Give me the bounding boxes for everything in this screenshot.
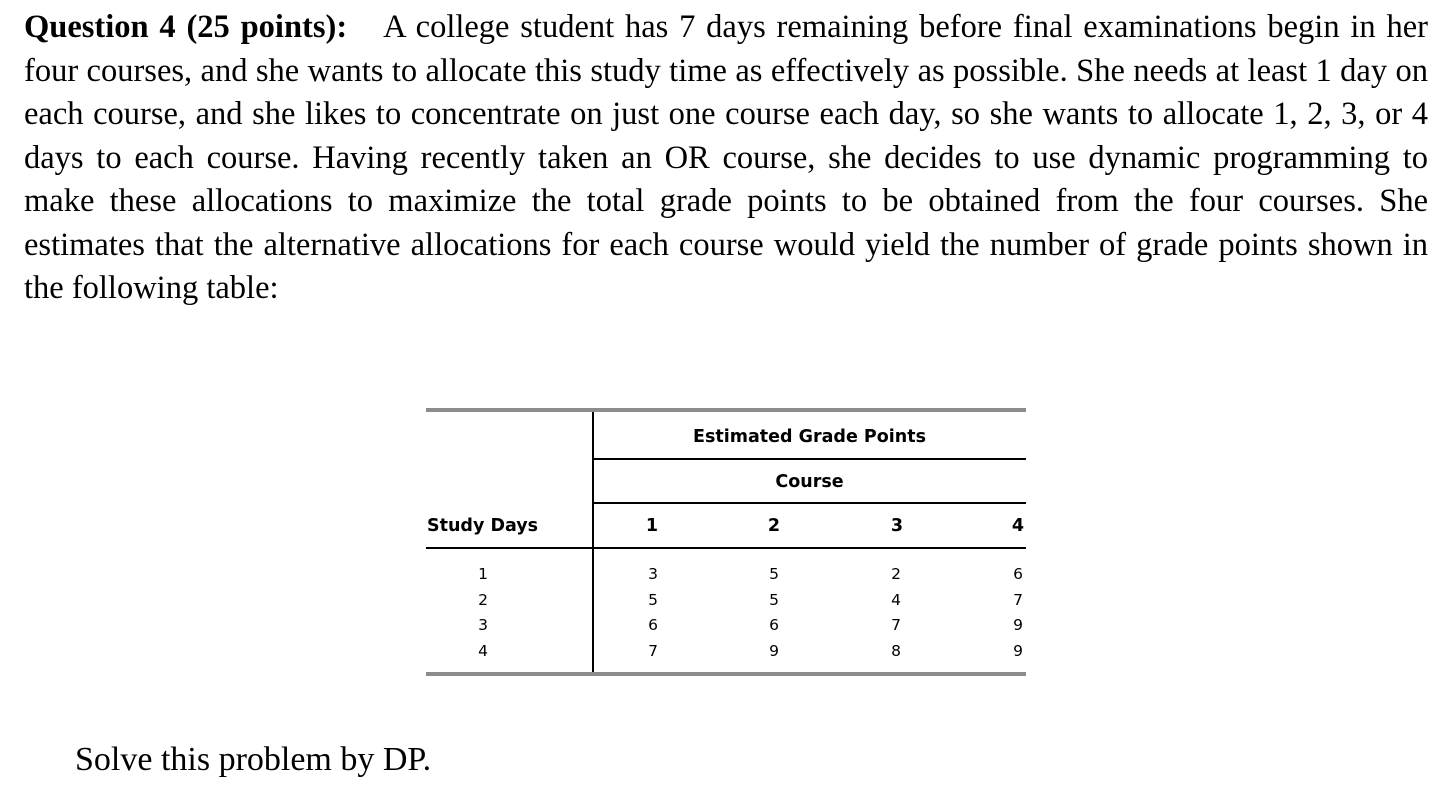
table-subtitle: Course	[775, 472, 844, 492]
table-title-divider	[593, 458, 1026, 460]
question-text: A college student has 7 days remaining before final examinations begin in her four courses, and she wants to allocate this study time as effectively as possible. She needs at least 1 day on each course, and she likes to concentrate on just one course each day, so she wants to allocate 1, 2, 3, or 4 days to each course. Having recently taken an OR course, she decides to use dynamic programming to make these allocations to maximize the total grade points to be obtained from the four courses. She estimates that the alternative allocations for each course would yield the number of grade points shown in the following table:	[24, 9, 1428, 306]
table-subtitle-divider	[593, 502, 1026, 504]
grade-cell: 5	[769, 565, 779, 583]
grade-cell: 6	[769, 616, 779, 634]
grade-cell: 7	[648, 641, 658, 660]
table-header-divider	[426, 547, 1026, 549]
problem-statement	[24, 6, 1428, 311]
grade-cell: 9	[769, 641, 779, 660]
course-2-header: 2	[767, 516, 781, 536]
table-top-rule	[426, 408, 1026, 412]
grade-cell: 5	[769, 590, 779, 609]
grade-cell: 3	[648, 565, 658, 583]
grade-cell: 4	[891, 590, 901, 609]
grade-cell: 9	[1013, 641, 1023, 660]
grade-cell: 9	[1013, 616, 1023, 634]
course-1-header: 1	[645, 516, 659, 536]
grade-cell: 6	[648, 616, 658, 634]
grade-cell: 8	[891, 641, 901, 660]
grade-cell: 6	[1013, 565, 1023, 583]
course-3-column	[876, 562, 916, 664]
study-days-cell: 1	[478, 565, 488, 583]
course-4-header: 4	[1011, 516, 1025, 536]
study-days-cell: 3	[478, 616, 488, 634]
grade-points-table	[426, 408, 1026, 676]
course-1-column	[633, 562, 673, 664]
closing-instruction: Solve this problem by DP.	[75, 741, 432, 778]
course-3-header: 3	[890, 516, 904, 536]
grade-cell: 7	[891, 616, 901, 634]
study-days-column	[463, 562, 503, 664]
course-4-column	[998, 562, 1038, 664]
course-2-column	[754, 562, 794, 664]
study-days-cell: 2	[478, 590, 488, 609]
grade-cell: 5	[648, 590, 658, 609]
table-title: Estimated Grade Points	[692, 427, 926, 447]
grade-cell: 2	[891, 565, 901, 583]
grade-cell: 7	[1013, 590, 1023, 609]
table-bottom-rule	[426, 672, 1026, 676]
study-days-header: Study Days	[427, 516, 539, 536]
table-vertical-divider	[592, 412, 594, 672]
question-label: Question 4 (25 points):	[24, 9, 348, 45]
study-days-cell: 4	[478, 641, 488, 660]
